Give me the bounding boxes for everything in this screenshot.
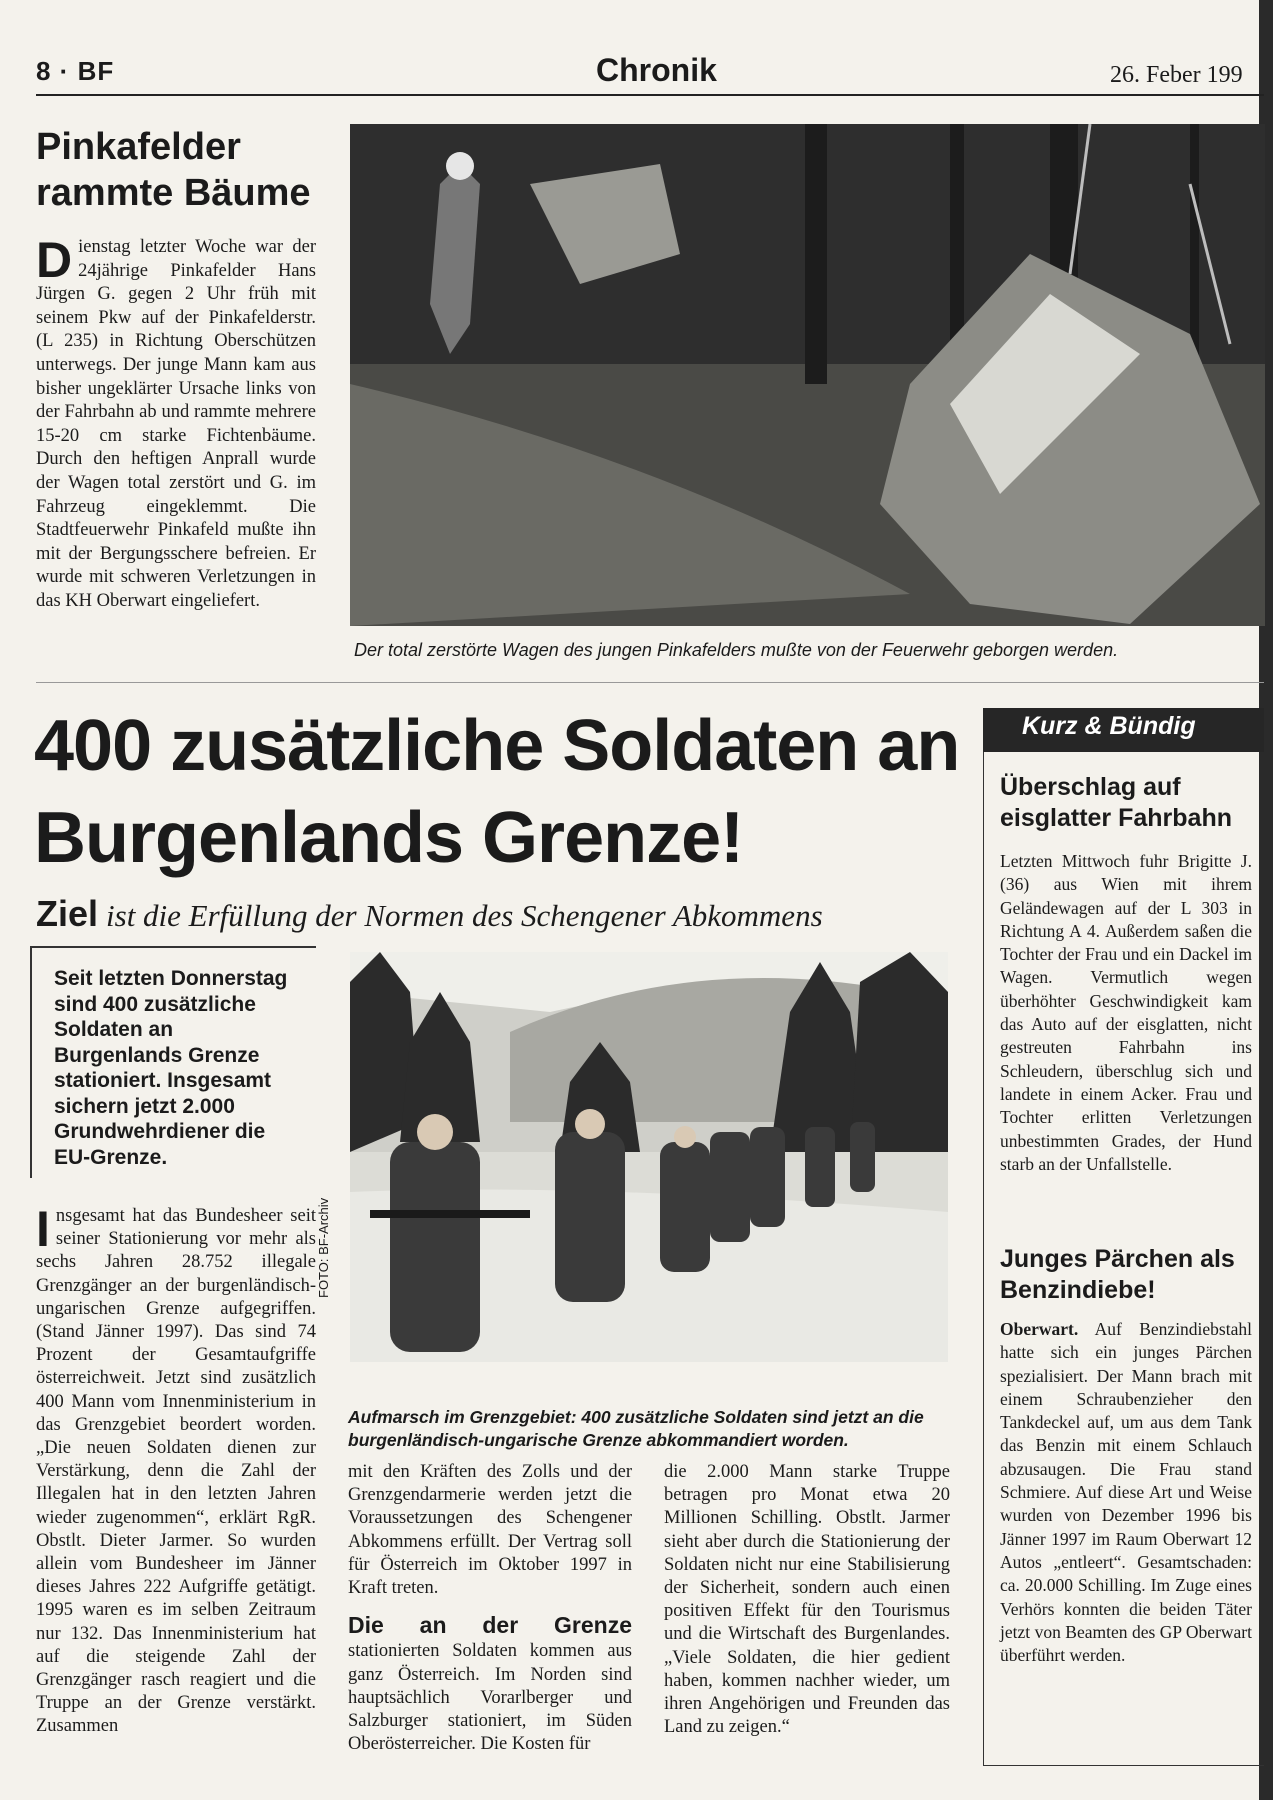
sidebar-title: Kurz & Bündig <box>1022 712 1196 740</box>
subhead-lead: Ziel <box>36 893 99 934</box>
soldiers-photo <box>350 952 948 1362</box>
body-column-2 <box>348 1461 632 1756</box>
crash-photo <box>350 124 1265 626</box>
main-headline: 400 zusätzliche Soldaten an Burgenlands Grenze! <box>34 706 960 878</box>
issue-date: 26. Feber 199 <box>1110 62 1243 88</box>
sidebar-item-2-headline: Junges Pärchen als Benzindiebe! <box>1000 1245 1235 1304</box>
intro-text: Seit letzten Donnerstag sind 400 zusätzliche Soldaten an Burgenlands Grenze stationiert. Insgesamt sichern jetzt 2.000 Grundwehrdiener die EU-Grenze. <box>54 967 288 1169</box>
subhead-text: ist die Erfüllung der Normen des Schengener Abkommens <box>106 898 823 933</box>
sidebar-item-2-body <box>1000 1318 1252 1667</box>
column-subhead: Die an der Grenze <box>348 1612 632 1639</box>
dropcap: D <box>36 232 73 288</box>
top-story-text: ienstag letzter Woche war der 24jährige Pinkafelder Hans Jürgen G. gegen 2 Uhr früh mit seinem Pkw auf der Pinkafelderstr. (L 235) in Richtung Oberschützen unterwegs. Der junge Mann kam aus bisher ungeklärter Ursache links von der Fahrbahn ab und rammte mehrere 15-20 cm starke Fichtenbäume. Durch den heftigen Anprall wurde der Wagen total zerstört und G. im Fahrzeug eingeklemmt. Die Stadtfeuerwehr Pinkafeld mußte ihn mit der Bergungsschere befreien. Er wurde mit schweren Verletzungen in das KH Oberwart eingeliefert. <box>36 237 316 611</box>
crash-photo-caption: Der total zerstörte Wagen des jungen Pinkafelders mußte von der Feuerwehr geborgen werden. <box>354 640 1119 660</box>
top-story-headline: Pinkafelder rammte Bäume <box>36 126 311 214</box>
body-column-1 <box>36 1201 316 1739</box>
main-subhead <box>36 893 936 935</box>
column-2-text-a: mit den Kräften des Zolls und der Grenzgendarmerie werden jetzt die Voraussetzungen des Schengener Abkommens erfüllt. Der Vertrag soll für Österreich im Oktober 1997 in Kraft treten. <box>348 1462 632 1599</box>
sidebar-item-2-text: Auf Benzindiebstahl hatte sich ein junges Pärchen spezialisiert. Der Mann brach mit einem Schraubenzieher den Tankdeckel auf, um aus dem Tank das Benzin mit einem Schlauch abzusaugen. Die Frau stand Schmiere. Auf diese Art und Weise wurden von Dezember 1996 bis Jänner 1997 im Raum Oberwart 12 Autos „entleert“. Gesamtschaden: ca. 20.000 Schilling. Im Zuge eines Verhörs konnten die beiden Täter jetzt von Beamten des GP Oberwart überführt werden. <box>1000 1319 1252 1666</box>
column-1-text: nsgesamt hat das Bundesheer seit seiner Stationierung vor mehr als sechs Jahren 28.752 illegale Grenzgänger an der burgenländisch-ungarischen Grenze aufgegriffen. (Stand Jänner 1997). Das sind 74 Prozent der Gesamtaufgriffe österreichweit. Jetzt sind zusätzlich 400 Mann vom Innenministerium in das Grenzgebiet beordert worden. „Die neuen Soldaten dienen zur Verstärkung, denn die Zahl der Illegalen hat in den letzten Jahren wieder zugenommen“, erklärt RgR. Obstlt. Dieter Jarmer. So wurden allein vom Bundesheer im Jänner dieses Jahres 222 Aufgriffe getätigt. 1995 waren es im selben Zeitraum nur 132. Das Innenministerium hat auf die steigende Zahl der Grenzgänger rasch reagiert und die Truppe an der Grenze verstärkt. Zusammen <box>36 1206 316 1737</box>
sidebar-item-2-lead: Oberwart. <box>1000 1319 1079 1339</box>
top-story-body <box>36 232 316 614</box>
section-title: Chronik <box>596 52 717 88</box>
sidebar-item-1-headline: Überschlag auf eisglatter Fahrbahn <box>1000 773 1232 832</box>
soldiers-photo-caption: Aufmarsch im Grenzgebiet: 400 zusätzliche Soldaten sind jetzt an die burgenländisch-ungarische Grenze abkommandiert worden. <box>348 1407 924 1450</box>
page-label: 8 · BF <box>36 56 115 86</box>
column-2-text-b: stationierten Soldaten kommen aus ganz Österreich. Im Norden sind hauptsächlich Vorarlberger und Salzburger stationiert, im Süden Oberösterreicher. Die Kosten für <box>348 1641 632 1755</box>
dropcap: I <box>36 1201 50 1257</box>
header-rule <box>36 94 1264 96</box>
section-divider <box>36 682 1264 683</box>
body-column-3: die 2.000 Mann starke Truppe betragen pro Monat etwa 20 Millionen Schilling. Obstlt. Jarmer sieht aber durch die Stationierung der Soldaten nicht nur eine Stabilisierung der Sicherheit, sondern auch einen positiven Effekt für den Tourismus und die Wirtschaft des Burgenlandes. „Viele Soldaten, die hier gedient haben, kommen nachher wieder, um ihren Angehörigen und Freunden das Land zu zeigen.“ <box>664 1462 950 1738</box>
photo-credit: FOTO: BF-Archiv <box>316 1197 331 1298</box>
sidebar-item-1-body: Letzten Mittwoch fuhr Brigitte J. (36) aus Wien mit ihrem Geländewagen auf der L 303 in Richtung A 4. Außerdem saßen die Tochter der Frau und ein Dackel im Wagen. Vermutlich wegen überhöhter Geschwindigkeit kam das Auto auf der eisglatten, nicht gestreuten Fahrbahn ins Schleudern, überschlug sich und landete in einem Acker. Frau und Tochter erlitten Verletzungen unbestimmten Grades, der Hund starb an der Unfallstelle. <box>1000 851 1252 1174</box>
